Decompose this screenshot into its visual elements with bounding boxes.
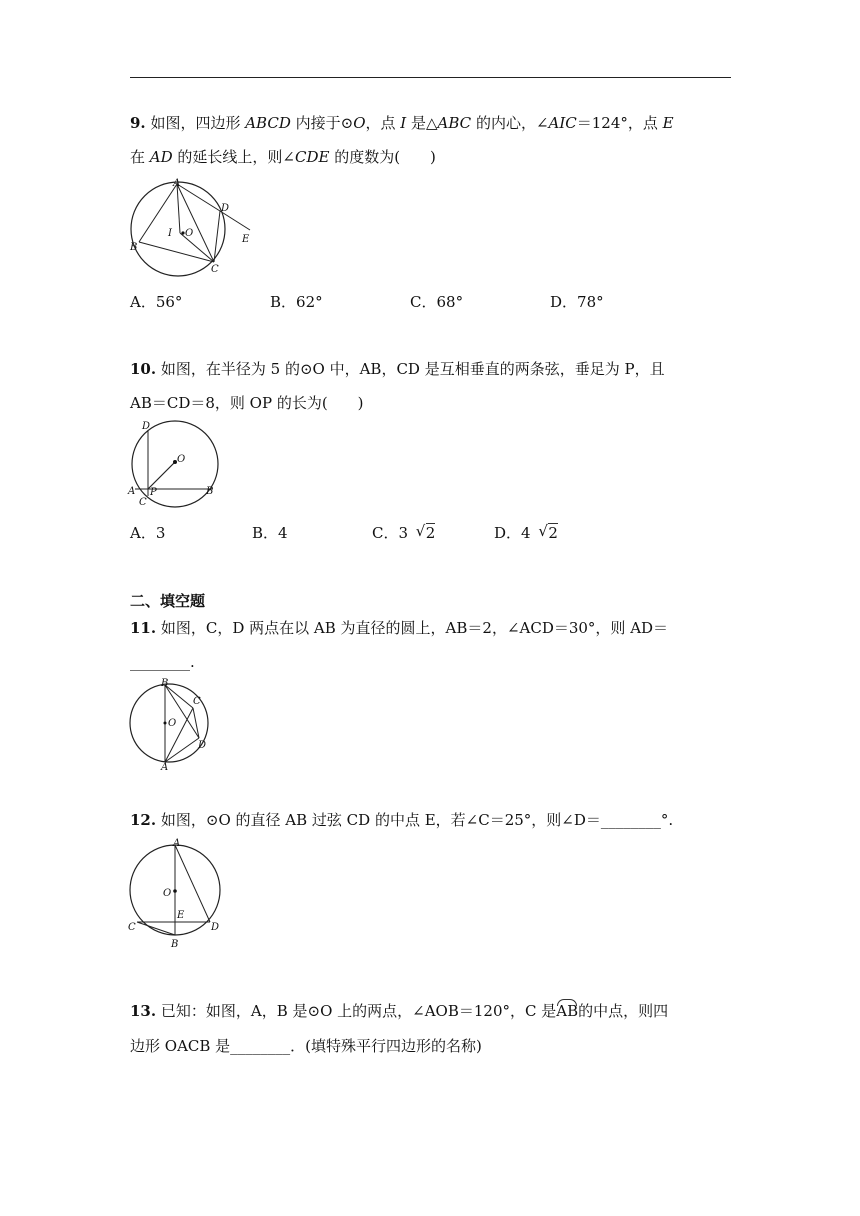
q10-number: 10. xyxy=(130,360,157,378)
q10-label-o: O xyxy=(177,454,186,465)
q10-label-d: D xyxy=(142,421,151,432)
q9-option-a: A．56° xyxy=(130,293,183,311)
header-rule xyxy=(130,77,731,78)
q9-option-b: B．62° xyxy=(270,293,323,311)
q9-figure xyxy=(125,176,265,281)
q11-label-b: B xyxy=(161,678,169,689)
q10-option-b: B．4 xyxy=(252,524,288,542)
q11-line-1: 11. 如图，C，D 两点在以 AB 为直径的圆上，AB＝2，∠ACD＝30°，则 AD＝ xyxy=(130,619,669,637)
q12-label-b: B xyxy=(171,939,179,950)
arc-ab: AB xyxy=(556,1002,579,1020)
q12-figure xyxy=(124,835,229,953)
q11-label-o: O xyxy=(168,718,177,729)
q12-label-d: D xyxy=(211,922,220,933)
q10-line-1: 10. 如图，在半径为 5 的⊙O 中，AB，CD 是互相垂直的两条弦，垂足为 P，且 xyxy=(130,360,665,378)
q12-label-a: A xyxy=(173,838,181,849)
q9-option-c: C．68° xyxy=(410,293,464,311)
q9-label-a: A xyxy=(173,178,181,189)
q9-label-d: D xyxy=(221,203,230,214)
q12-center-dot xyxy=(173,889,177,893)
q10-label-a: A xyxy=(128,486,136,497)
q10-label-b: B xyxy=(206,486,214,497)
q10-option-d: D．4 √ 2 xyxy=(494,523,558,543)
q9-label-i: I xyxy=(168,228,172,239)
q10-option-a: A．3 xyxy=(130,524,166,542)
q9-line-2: 在 AD 的延长线上，则∠CDE 的度数为( ) xyxy=(130,148,436,166)
q9-line-1: 9. 如图，四边形 ABCD 内接于⊙O，点 I 是△ABC 的内心，∠AIC＝124°，点 E xyxy=(130,114,674,132)
q11-label-a: A xyxy=(161,762,169,773)
q10-option-c: C．3 √ 2 xyxy=(372,523,435,543)
q10-figure xyxy=(125,416,225,514)
q13-line-2: 边形 OACB 是________．(填特殊平行四边形的名称) xyxy=(130,1037,482,1055)
q12-line-1: 12. 如图，⊙O 的直径 AB 过弦 CD 的中点 E，若∠C＝25°，则∠D＝________°. xyxy=(130,811,674,829)
q9-label-c: C xyxy=(211,264,219,275)
q13-number: 13. xyxy=(130,1002,157,1020)
q12-label-o: O xyxy=(163,888,172,899)
q11-label-c: C xyxy=(193,696,201,707)
q9-label-b: B xyxy=(130,242,138,253)
q9-label-e: E xyxy=(242,234,250,245)
q13-line-1: 13. 已知：如图，A，B 是⊙O 上的两点，∠AOB＝120°，C 是AB的中点，则四 xyxy=(130,1002,669,1020)
q11-figure xyxy=(124,678,219,773)
q10-label-p: P xyxy=(150,487,157,498)
q12-label-c: C xyxy=(128,922,136,933)
q10-label-c: C xyxy=(139,497,147,508)
q10-line-2: AB＝CD＝8，则 OP 的长为( ) xyxy=(130,394,364,412)
q11-number: 11. xyxy=(130,619,157,637)
q12-label-e: E xyxy=(177,910,185,921)
q11-line-2: ________. xyxy=(130,653,195,671)
q11-center-dot xyxy=(164,722,167,725)
q9-option-d: D．78° xyxy=(550,293,604,311)
q12-number: 12. xyxy=(130,811,157,829)
section-title: 二、填空题 xyxy=(130,592,206,610)
q11-label-d: D xyxy=(198,740,207,751)
q9-number: 9. xyxy=(130,114,146,132)
q9-label-o: O xyxy=(185,228,194,239)
